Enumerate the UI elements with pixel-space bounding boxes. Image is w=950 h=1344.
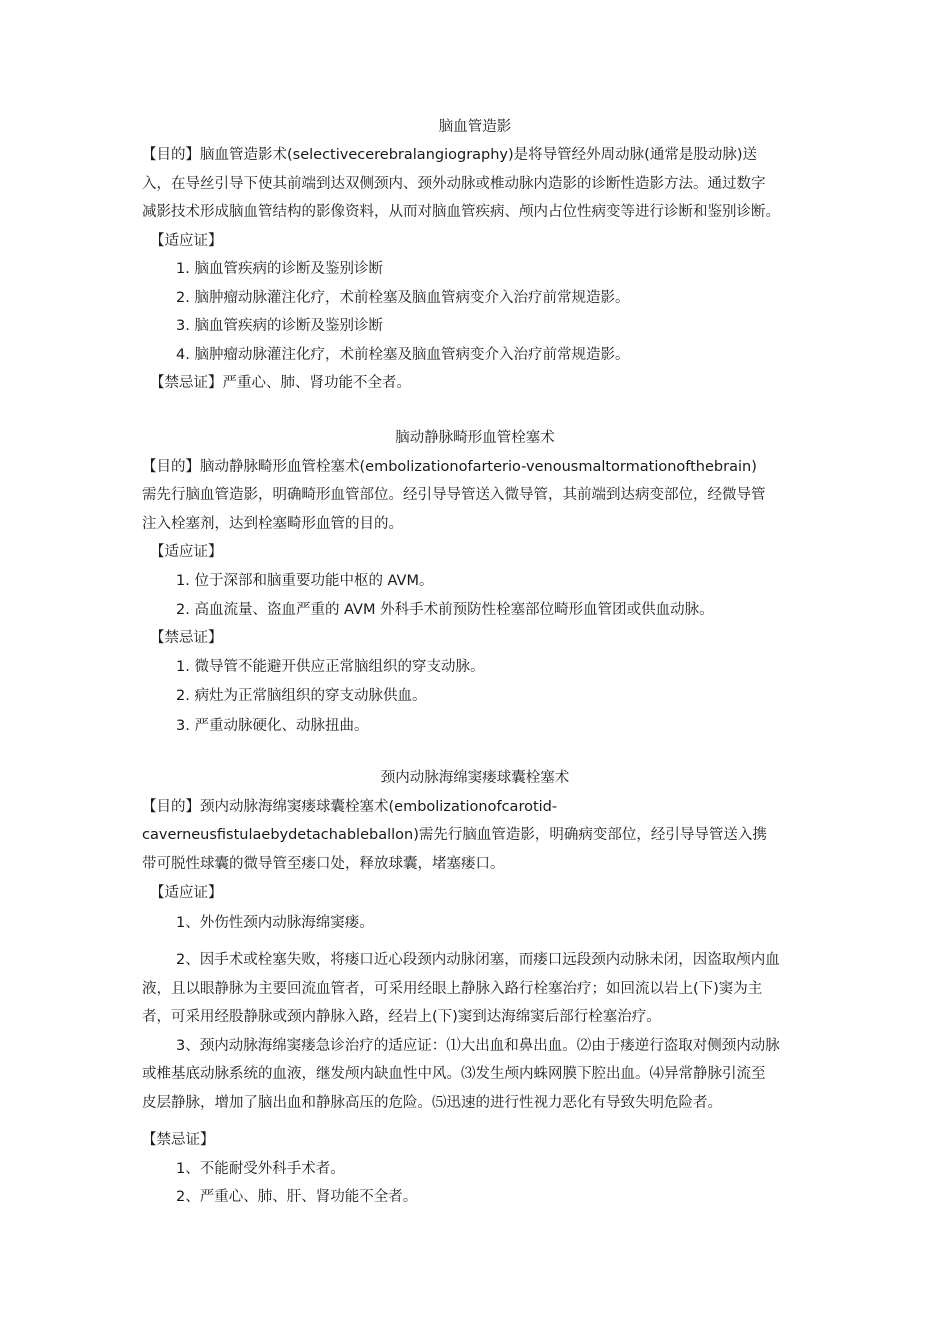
list-item: 1、不能耐受外科手术者。 xyxy=(176,1161,345,1177)
purpose-text: 【目的】脑血管造影术(selectivecerebralangiography)是将导管经外周动脉(通常是股动脉)送 xyxy=(142,147,757,163)
list-item: 2. 高血流量、盗血严重的 AVM 外科手术前预防性栓塞部位畸形血管团或供血动脉。 xyxy=(176,602,714,618)
purpose-text: 需先行脑血管造影，明确畸形血管部位。经引导导管送入微导管，其前端到达病变部位，经微导管 xyxy=(142,487,766,503)
indications-heading: 【适应证】 xyxy=(150,544,223,560)
list-item: 4. 脑肿瘤动脉灌注化疗，术前栓塞及脑血管病变介入治疗前常规造影。 xyxy=(176,347,630,363)
list-item: 3. 脑血管疾病的诊断及鉴别诊断 xyxy=(176,318,383,334)
paragraph-line: 皮层静脉，增加了脑出血和静脉高压的危险。⑸迅速的进行性视力恶化有导致失明危险者。 xyxy=(142,1095,722,1111)
purpose-text: 【目的】颈内动脉海绵窦瘘球囊栓塞术(embolizationofcarotid- xyxy=(142,799,558,815)
contraindications-heading: 【禁忌证】 xyxy=(150,630,223,646)
list-item: 3. 严重动脉硬化、动脉扭曲。 xyxy=(176,718,369,734)
purpose-text: 带可脱性球囊的微导管至瘘口处，释放球囊，堵塞瘘口。 xyxy=(142,856,505,872)
purpose-text: 【目的】脑动静脉畸形血管栓塞术(embolizationofarterio-venousmaltormationofthebrain) xyxy=(142,459,757,475)
indications-heading: 【适应证】 xyxy=(150,885,223,901)
section-title: 颈内动脉海绵窦瘘球囊栓塞术 xyxy=(380,770,570,786)
list-item: 1. 脑血管疾病的诊断及鉴别诊断 xyxy=(176,261,383,277)
section-title: 脑动静脉畸形血管栓塞术 xyxy=(395,430,555,446)
purpose-text: 注入栓塞剂，达到栓塞畸形血管的目的。 xyxy=(142,516,403,532)
list-item: 1. 微导管不能避开供应正常脑组织的穿支动脉。 xyxy=(176,659,485,675)
paragraph-line: 液，且以眼静脉为主要回流血管者，可采用经眼上静脉入路行栓塞治疗；如回流以岩上(下)窦为主 xyxy=(142,981,763,997)
purpose-text: caverneusfistulaebydetachableballon)需先行脑血管造影，明确病变部位，经引导导管送入携 xyxy=(142,827,767,843)
paragraph-line: 2、因手术或栓塞失败，将瘘口近心段颈内动脉闭塞，而瘘口远段颈内动脉未闭，因盗取颅内血 xyxy=(176,952,780,968)
list-item: 2、严重心、肺、肝、肾功能不全者。 xyxy=(176,1189,418,1205)
purpose-text: 入，在导丝引导下使其前端到达双侧颈内、颈外动脉或椎动脉内造影的诊断性造影方法。通过数字 xyxy=(142,176,766,192)
list-item: 1. 位于深部和脑重要功能中枢的 AVM。 xyxy=(176,573,434,589)
contraindications-heading: 【禁忌证】 xyxy=(142,1132,215,1148)
list-item: 2. 脑肿瘤动脉灌注化疗，术前栓塞及脑血管病变介入治疗前常规造影。 xyxy=(176,290,630,306)
paragraph-line: 或椎基底动脉系统的血液，继发颅内缺血性中风。⑶发生颅内蛛网膜下腔出血。⑷异常静脉引流至 xyxy=(142,1066,766,1082)
paragraph-line: 3、颈内动脉海绵窦瘘急诊治疗的适应证：⑴大出血和鼻出血。⑵由于瘘逆行盗取对侧颈内动脉 xyxy=(176,1038,780,1054)
purpose-text: 减影技术形成脑血管结构的影像资料，从而对脑血管疾病、颅内占位性病变等进行诊断和鉴别诊断。 xyxy=(142,204,780,220)
list-item: 1、外伤性颈内动脉海绵窦瘘。 xyxy=(176,915,374,931)
section-title: 脑血管造影 xyxy=(438,119,512,135)
contraindication-text: 【禁忌证】严重心、肺、肾功能不全者。 xyxy=(150,375,411,391)
paragraph-line: 者，可采用经股静脉或颈内静脉入路，经岩上(下)窦到达海绵窦后部行栓塞治疗。 xyxy=(142,1009,661,1025)
indications-heading: 【适应证】 xyxy=(150,233,223,249)
list-item: 2. 病灶为正常脑组织的穿支动脉供血。 xyxy=(176,688,427,704)
